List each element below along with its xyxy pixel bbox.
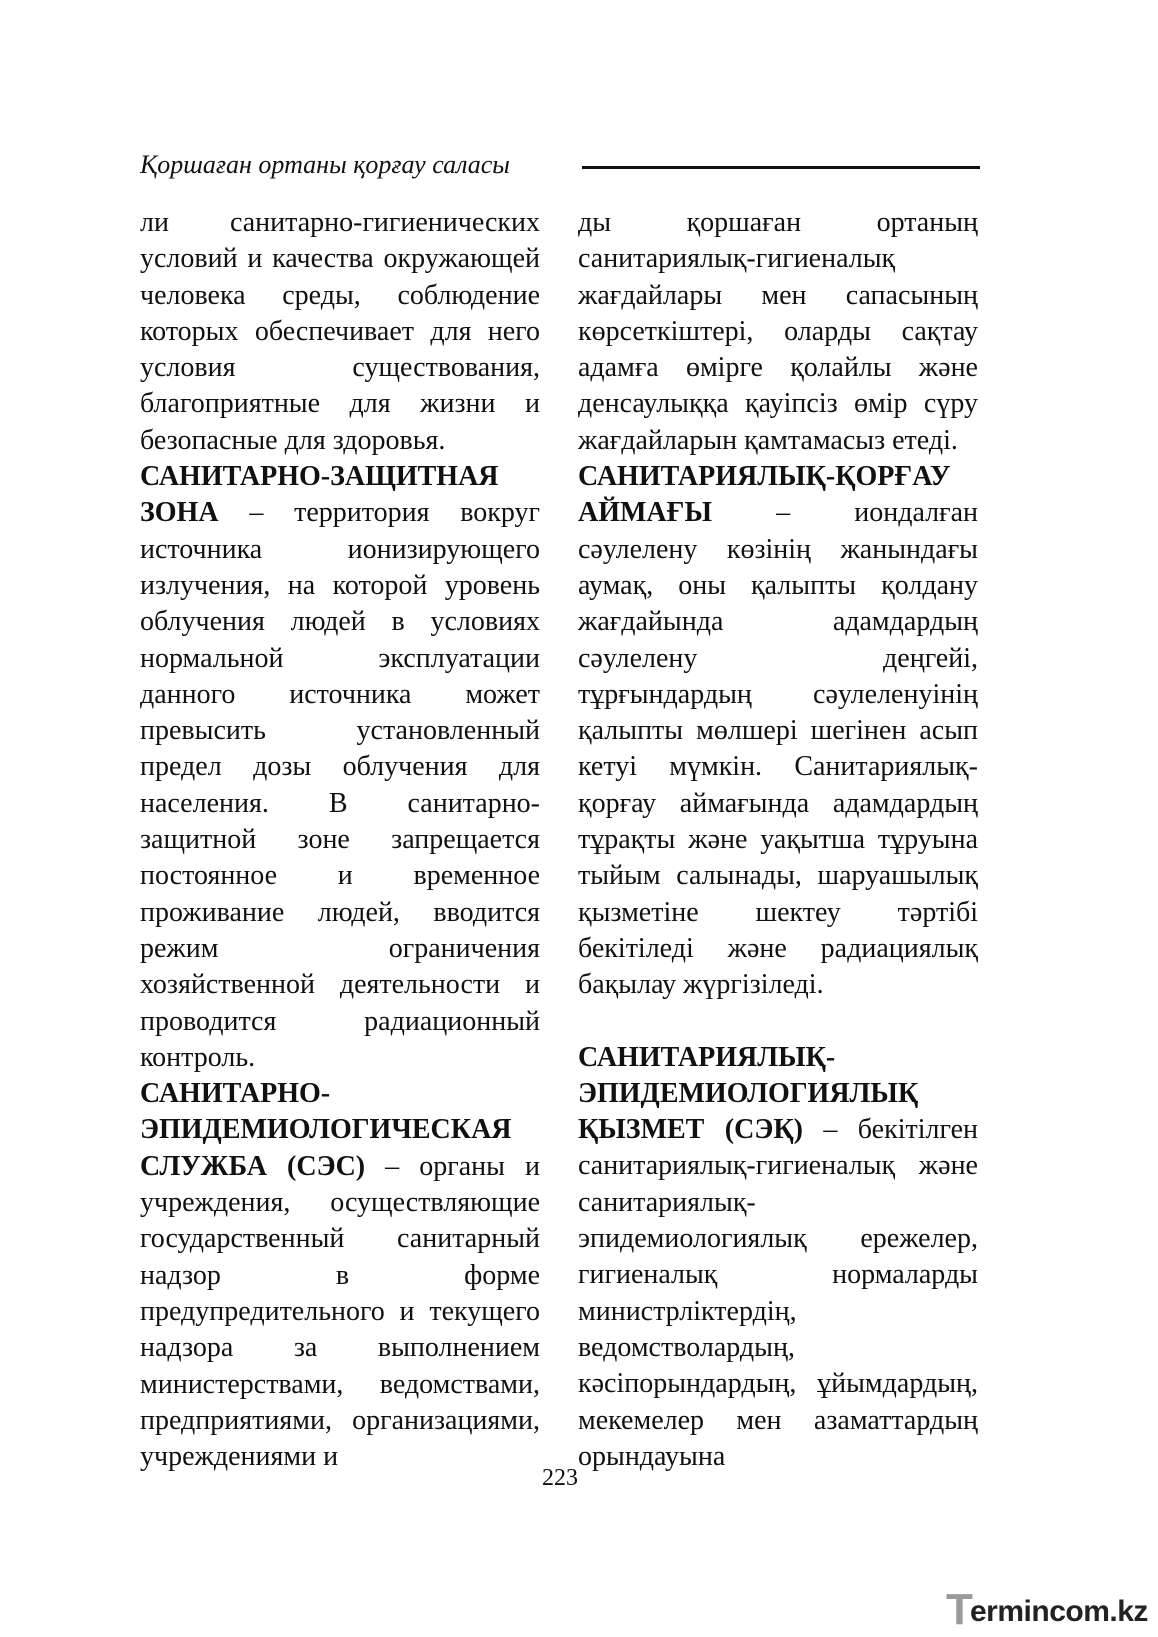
running-header <box>140 150 980 190</box>
right-column <box>578 205 978 1475</box>
left-entry-sanitary-protection-zone <box>140 459 540 1076</box>
page-number: 223 <box>542 1465 578 1491</box>
right-entry-sanitary-protection-zone <box>578 459 978 1003</box>
entry-term: САНИТАРИЯЛЫҚ-ҚОРҒАУ АЙМАҒЫ <box>578 461 951 529</box>
watermark-letter: T <box>946 1585 973 1634</box>
header-rule <box>582 166 980 169</box>
watermark-text: ermincom.kz <box>970 1595 1148 1628</box>
entry-definition: – территория вокруг источника ионизирующего излучения, на которой уровень облучения людей в условиях нормальной эксплуатации данного источника может превысить установленный предел дозы облучения для населения. В санитарно-защитной зоне запрещается постоянное и временное проживание людей, вводится режим ограничения хозяйственной деятельности и проводится радиационный контроль. <box>140 497 540 1073</box>
entry-term: САНИТАРИЯЛЫҚ-ЭПИДЕМИОЛОГИЯЛЫҚ ҚЫЗМЕТ (СЭҚ) <box>578 1041 919 1146</box>
entry-definition: – иондалған сәулелену көзінің жанындағы аумақ, оны қалыпты қолдану жағдайында адамдардың сәулелену деңгейі, тұрғындардың сәулеленуінің қалыпты мөлшері шегінен асып кетуі мүмкін. Санитариялық-қорғау аймағында адамдардың тұрақты және уақытша тұруына тыйым салынады, шаруашылық қызметіне шектеу тәртібі бекітіледі және радиациялық бақылау жүргізіледі. <box>578 497 978 1001</box>
left-entry-sanitary-epidemiological-service <box>140 1076 540 1475</box>
running-header-title: Қоршаған ортаны қорғау саласы <box>140 150 510 179</box>
entry-term: САНИТАРНО-ЗАЩИТНАЯ ЗОНА <box>140 461 499 529</box>
entry-definition: – бекітілген санитариялық-гигиеналық және санитариялық-эпидемиологиялық ережелер, гигиеналық нормаларды министрліктердің, ведомстволардың, кәсіпорындардың, ұйымдардың, мекемелер мен азаматтардың орындауына <box>578 1114 978 1472</box>
right-entry-sanitary-epidemiological-service <box>578 1040 978 1476</box>
right-continuation-paragraph: ды қоршаған ортаның санитариялық-гигиеналық жағдайлары мен сапасының көрсеткіштері, оларды сақтау адамға өмірге қолайлы және денсаулыққа қауіпсіз өмір сүру жағдайларын қамтамасыз етеді. <box>578 207 978 456</box>
entry-definition: – органы и учреждения, осуществляющие государственный санитарный надзор в форме предупредительного и текущего надзора за выполнением министерствами, ведомствами, предприятиями, организациями, учреждениями и <box>140 1150 540 1473</box>
entry-term: САНИТАРНО-ЭПИДЕМИОЛОГИЧЕСКАЯ СЛУЖБА (СЭС) <box>140 1078 512 1182</box>
left-continuation-paragraph: ли санитарно-гигиенических условий и качества окружающей человека среды, соблюдение которых обеспечивает для него условия существования, благоприятные для жизни и безопасные для здоровья. <box>140 207 540 456</box>
termincom-watermark-logo <box>946 1585 1148 1634</box>
left-column <box>140 205 540 1475</box>
